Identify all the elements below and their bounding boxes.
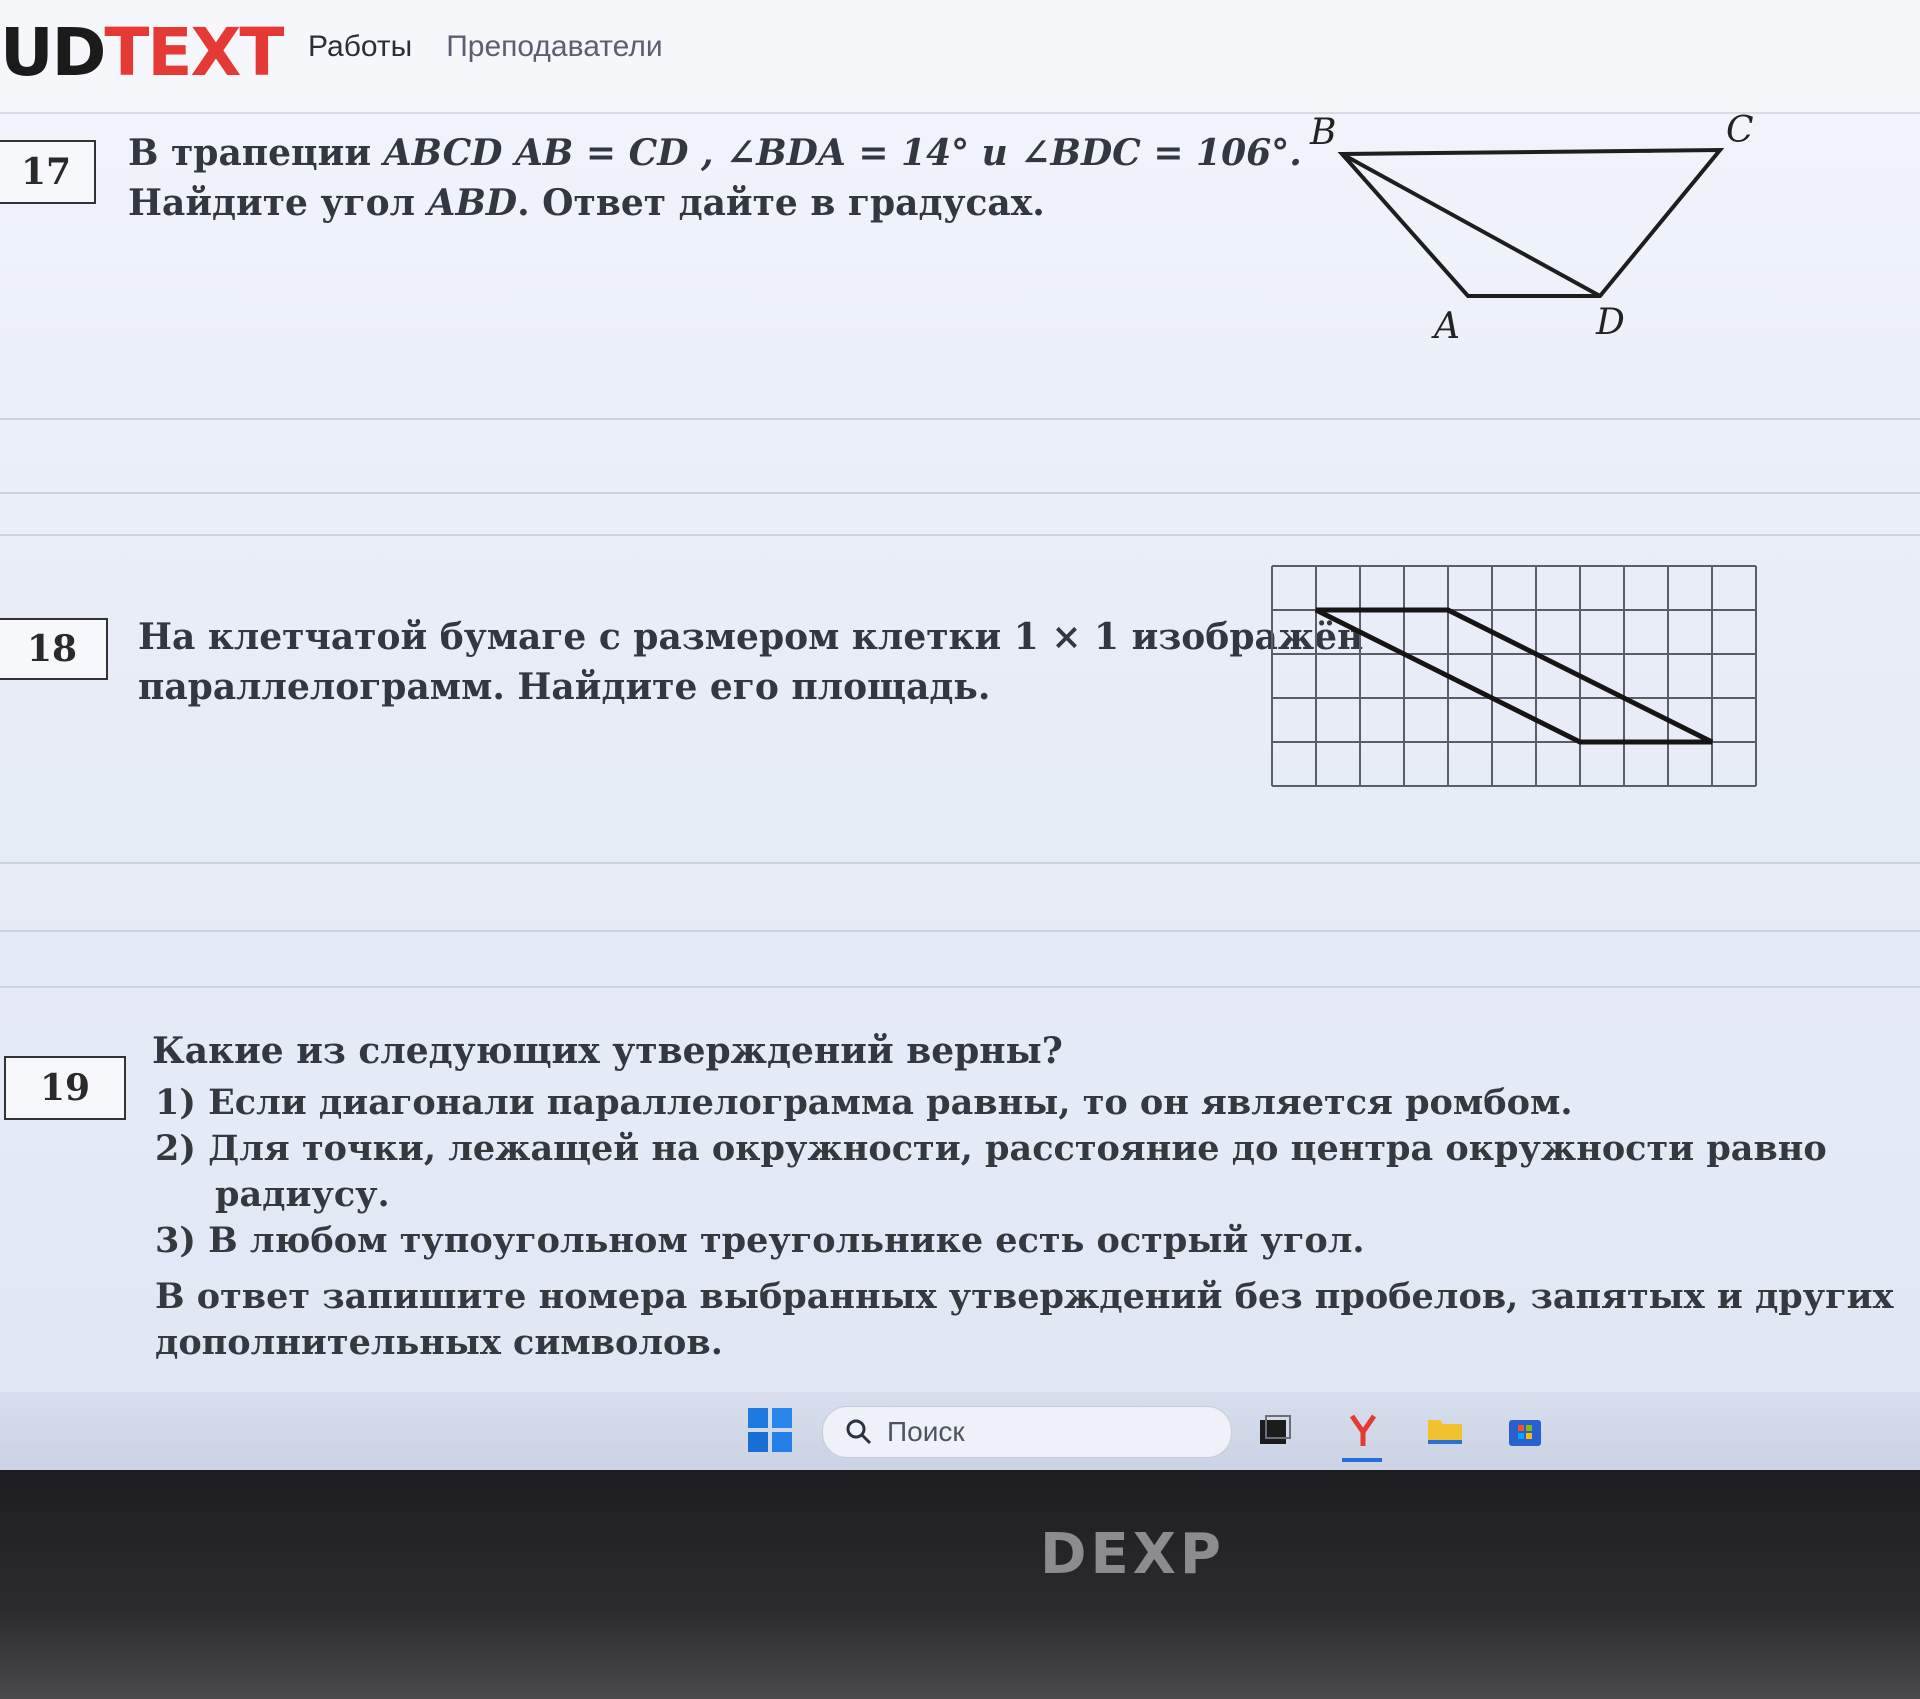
statement-3: 3) В любом тупоугольном треугольнике есть острый угол. [155, 1220, 1365, 1261]
vertex-label-b: B [1310, 112, 1337, 153]
store-icon[interactable] [1506, 1412, 1544, 1450]
site-logo[interactable] [0, 14, 282, 91]
yandex-browser-icon[interactable] [1344, 1412, 1382, 1450]
separator [0, 862, 1920, 864]
separator [0, 418, 1920, 420]
task-18-line-2: параллелограмм. Найдите его площадь. [138, 666, 991, 708]
logo-accent: TEXT [104, 14, 283, 91]
vertex-label-d: D [1596, 302, 1625, 343]
task-19-question: Какие из следующих утверждений верны? [152, 1030, 1063, 1072]
main-nav [308, 30, 663, 64]
task-17-number: 17 [0, 140, 96, 204]
trapezoid-figure [1290, 100, 1770, 350]
nav-item-teachers[interactable]: Преподаватели [446, 30, 663, 63]
task-view-icon[interactable] [1256, 1412, 1294, 1450]
file-explorer-icon[interactable] [1426, 1412, 1464, 1450]
vertex-label-a: A [1434, 306, 1460, 347]
answer-instruction-line-2: дополнительных символов. [155, 1322, 723, 1363]
statement-2: 2) Для точки, лежащей на окружности, расстояние до центра окружности равно [155, 1128, 1827, 1169]
nav-item-works[interactable]: Работы [308, 30, 413, 63]
separator [0, 986, 1920, 988]
task-18-line-1: На клетчатой бумаге с размером клетки 1 × 1 изображён [138, 616, 1364, 658]
separator [0, 492, 1920, 494]
task-19-statements [155, 1080, 1893, 1366]
answer-instruction-line-1: В ответ запишите номера выбранных утверждений без пробелов, запятых и других [155, 1276, 1894, 1317]
windows-start-icon[interactable] [748, 1408, 792, 1452]
parallelogram-shape [1316, 610, 1712, 742]
task-18-text [138, 612, 1363, 712]
search-label: Поиск [887, 1416, 965, 1447]
laptop-bezel [0, 1470, 1920, 1699]
statement-1: 1) Если диагонали параллелограмма равны, то он является ромбом. [155, 1082, 1573, 1123]
trapezoid-shape [1342, 150, 1720, 296]
taskbar-search[interactable] [822, 1406, 1232, 1458]
laptop-brand-logo: DEXP [1040, 1522, 1225, 1587]
task-17-line-1: В трапеции ABCD AB = CD , ∠BDA = 14° и ∠BDC = 106°. [128, 132, 1302, 174]
search-icon [845, 1418, 873, 1446]
task-17-text [128, 128, 1302, 228]
vertex-label-c: C [1726, 110, 1754, 151]
logo-main: UD [0, 14, 105, 91]
active-app-indicator [1342, 1458, 1382, 1462]
site-header [0, 0, 1920, 114]
task-17-line-2: Найдите угол ABD. Ответ дайте в градусах. [128, 182, 1045, 224]
task-19-number: 19 [4, 1056, 126, 1120]
separator [0, 534, 1920, 536]
statement-2-continued: радиусу. [215, 1174, 390, 1215]
taskbar [0, 1392, 1920, 1470]
separator [0, 930, 1920, 932]
diagonal-bd [1342, 154, 1600, 296]
grid-parallelogram-figure [1268, 562, 1758, 788]
task-18-number: 18 [0, 618, 108, 680]
